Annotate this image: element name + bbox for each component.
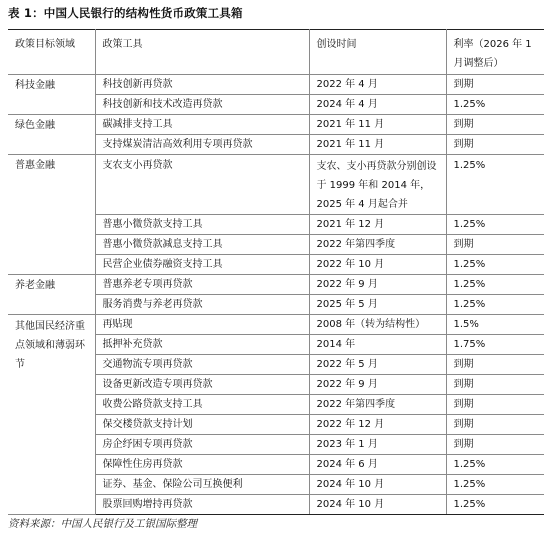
date-cell: 2021 年 11 月 <box>309 115 446 135</box>
date-cell: 2024 年 10 月 <box>309 475 446 495</box>
rate-cell: 1.75% <box>446 335 544 355</box>
rate-cell: 到期 <box>446 235 544 255</box>
rate-cell: 到期 <box>446 395 544 415</box>
group-label: 科技金融 <box>8 75 95 115</box>
tool-cell: 普惠小微贷款减息支持工具 <box>95 235 309 255</box>
tool-cell: 收费公路贷款支持工具 <box>95 395 309 415</box>
table-header-row <box>8 30 544 75</box>
rate-cell: 到期 <box>446 135 544 155</box>
date-cell: 2023 年 1 月 <box>309 435 446 455</box>
date-cell: 2022 年 9 月 <box>309 375 446 395</box>
rate-cell: 1.25% <box>446 215 544 235</box>
date-cell: 支农、支小再贷款分别创设于 1999 年和 2014 年，2025 年 4 月起合并 <box>309 155 446 215</box>
tool-cell: 科技创新和技术改造再贷款 <box>95 95 309 115</box>
date-cell: 2008 年（转为结构性） <box>309 315 446 335</box>
tool-cell: 碳减排支持工具 <box>95 115 309 135</box>
rate-cell: 1.25% <box>446 295 544 315</box>
group-label: 普惠金融 <box>8 155 95 275</box>
group-label: 绿色金融 <box>8 115 95 155</box>
rate-cell: 1.25% <box>446 155 544 215</box>
group-label: 其他国民经济重点领域和薄弱环节 <box>8 315 95 515</box>
tool-cell: 支持煤炭清洁高效利用专项再贷款 <box>95 135 309 155</box>
date-cell: 2024 年 4 月 <box>309 95 446 115</box>
date-cell: 2022 年 4 月 <box>309 75 446 95</box>
rate-cell: 到期 <box>446 435 544 455</box>
tool-cell: 保交楼贷款支持计划 <box>95 415 309 435</box>
tool-cell: 保障性住房再贷款 <box>95 455 309 475</box>
rate-cell: 到期 <box>446 75 544 95</box>
rate-cell: 1.25% <box>446 475 544 495</box>
rate-cell: 到期 <box>446 115 544 135</box>
date-cell: 2021 年 11 月 <box>309 135 446 155</box>
group-label: 养老金融 <box>8 275 95 315</box>
tool-cell: 股票回购增持再贷款 <box>95 495 309 515</box>
tool-cell: 证券、基金、保险公司互换便利 <box>95 475 309 495</box>
table-row <box>8 75 544 95</box>
tool-cell: 再贴现 <box>95 315 309 335</box>
rate-cell: 1.25% <box>446 95 544 115</box>
tool-cell: 服务消费与养老再贷款 <box>95 295 309 315</box>
tool-cell: 普惠养老专项再贷款 <box>95 275 309 295</box>
policy-tools-table <box>8 29 544 515</box>
tool-cell: 抵押补充贷款 <box>95 335 309 355</box>
rate-cell: 1.5% <box>446 315 544 335</box>
table-row <box>8 155 544 215</box>
date-cell: 2024 年 6 月 <box>309 455 446 475</box>
header-tool: 政策工具 <box>95 30 309 75</box>
rate-cell: 1.25% <box>446 275 544 295</box>
date-cell: 2022 年 9 月 <box>309 275 446 295</box>
table-title: 表 1：中国人民银行的结构性货币政策工具箱 <box>8 6 243 20</box>
table-row <box>8 115 544 135</box>
tool-cell: 民营企业债券融资支持工具 <box>95 255 309 275</box>
rate-cell: 到期 <box>446 375 544 395</box>
header-date: 创设时间 <box>309 30 446 75</box>
date-cell: 2014 年 <box>309 335 446 355</box>
date-cell: 2024 年 10 月 <box>309 495 446 515</box>
date-cell: 2022 年 10 月 <box>309 255 446 275</box>
rate-cell: 到期 <box>446 415 544 435</box>
tool-cell: 房企纾困专项再贷款 <box>95 435 309 455</box>
date-cell: 2022 年 5 月 <box>309 355 446 375</box>
tool-cell: 科技创新再贷款 <box>95 75 309 95</box>
rate-cell: 1.25% <box>446 455 544 475</box>
rate-cell: 1.25% <box>446 255 544 275</box>
tool-cell: 普惠小微贷款支持工具 <box>95 215 309 235</box>
date-cell: 2022 年第四季度 <box>309 235 446 255</box>
date-cell: 2022 年第四季度 <box>309 395 446 415</box>
date-cell: 2025 年 5 月 <box>309 295 446 315</box>
source-note: 资料来源：中国人民银行及工银国际整理 <box>8 518 197 530</box>
tool-cell: 交通物流专项再贷款 <box>95 355 309 375</box>
table-row <box>8 275 544 295</box>
date-cell: 2022 年 12 月 <box>309 415 446 435</box>
header-rate: 利率（2026 年 1 月调整后） <box>446 30 544 75</box>
tool-cell: 设备更新改造专项再贷款 <box>95 375 309 395</box>
rate-cell: 1.25% <box>446 495 544 515</box>
date-cell: 2021 年 12 月 <box>309 215 446 235</box>
table-row <box>8 315 544 335</box>
rate-cell: 到期 <box>446 355 544 375</box>
tool-cell: 支农支小再贷款 <box>95 155 309 215</box>
header-target: 政策目标领域 <box>8 30 95 75</box>
